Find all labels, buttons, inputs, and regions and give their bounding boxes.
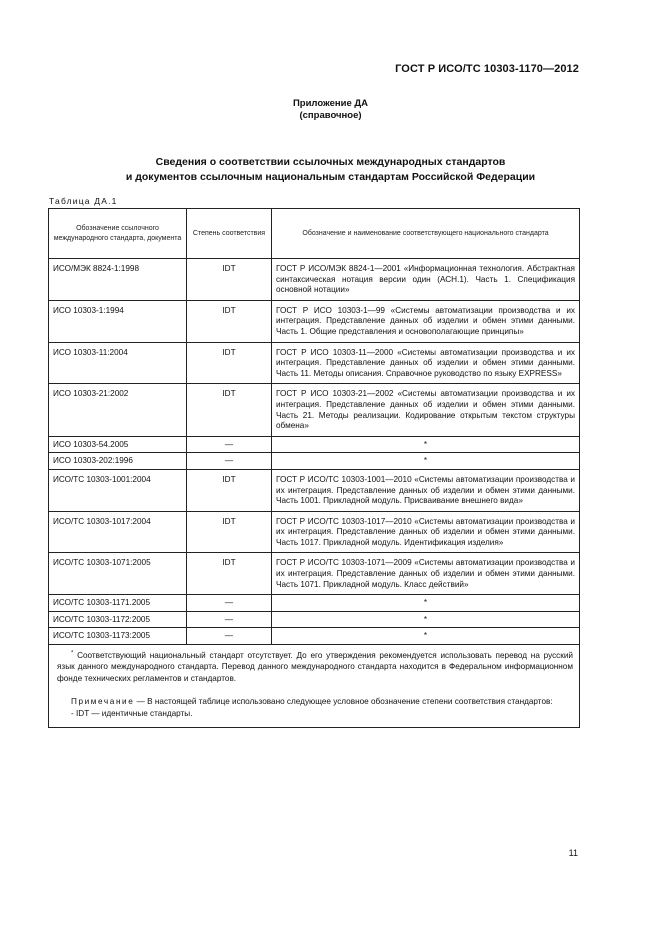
degree-cell: IDT	[187, 553, 272, 595]
reference-cell: ИСО 10303-1:1994	[49, 300, 187, 342]
degree-cell: IDT	[187, 342, 272, 384]
national-standard-cell: ГОСТ Р ИСО 10303-21—2002 «Системы автоматизации производства и их интеграция. Представление данных об изделии и обмен этими данными. Часть 21. Методы реализации. Кодирование открытым текстом структуры обмена»	[272, 384, 580, 436]
table-row	[49, 436, 580, 453]
footnote-mark: *	[71, 650, 74, 657]
reference-cell: ИСО 10303-21:2002	[49, 384, 187, 436]
degree-cell: —	[187, 628, 272, 645]
table-header-row	[49, 209, 580, 259]
column-header-degree: Степень соответствия	[187, 209, 272, 259]
footnote-text: Соответствующий национальный стандарт отсутствует. До его утверждения рекомендуется использовать перевод на русский язык данного международного стандарта. Перевод данного международного стандарта находится в Федеральном информационном фонде технических регламентов и стандартов.	[57, 651, 574, 683]
table-row	[49, 628, 580, 645]
degree-cell: —	[187, 453, 272, 470]
degree-cell: —	[187, 436, 272, 453]
degree-cell: —	[187, 611, 272, 628]
national-standard-cell: *	[272, 611, 580, 628]
table-caption: Таблица ДА.1	[49, 196, 118, 206]
column-header-national: Обозначение и наименование соответствующего национального стандарта	[272, 209, 580, 259]
table-row	[49, 453, 580, 470]
table-row	[49, 300, 580, 342]
reference-cell: ИСО 10303-11:2004	[49, 342, 187, 384]
annex-title: Приложение ДА	[292, 98, 369, 109]
table-row	[49, 511, 580, 553]
note-item: - IDT — идентичные стандарты.	[71, 708, 193, 718]
heading-line-1: Сведения о соответствии ссылочных международных стандартов	[155, 156, 506, 168]
national-standard-cell: ГОСТ Р ИСО 10303-11—2000 «Системы автоматизации производства и их интеграция. Представление данных об изделии и обмен этими данными. Часть 11. Методы описания. Справочное руководство по языку EXPRESS»	[272, 342, 580, 384]
footnote	[57, 650, 573, 684]
national-standard-cell: ГОСТ Р ИСО/ТС 10303-1071—2009 «Системы автоматизации производства и их интеграция. Представление данных об изделии и обмен этими данными. Часть 1071. Прикладной модуль. Класс действий»	[272, 553, 580, 595]
note	[57, 696, 573, 707]
annex-subtitle: (справочное)	[299, 110, 362, 121]
national-standard-cell: ГОСТ Р ИСО/ТС 10303-1001—2010 «Системы автоматизации производства и их интеграция. Представление данных об изделии и обмен этими данными. Часть 1001. Прикладной модуль. Присваивание внешнего вида»	[272, 469, 580, 511]
table-row	[49, 595, 580, 612]
document-code: ГОСТ Р ИСО/ТС 10303-1170—2012	[395, 63, 579, 75]
annex-title-block	[0, 98, 661, 122]
degree-cell: —	[187, 595, 272, 612]
national-standard-cell: ГОСТ Р ИСО/ТС 10303-1017—2010 «Системы автоматизации производства и их интеграция. Представление данных об изделии и обмен этими данными. Часть 1017. Прикладной модуль. Идентификация изделия»	[272, 511, 580, 553]
table-row	[49, 384, 580, 436]
national-standard-cell: *	[272, 436, 580, 453]
table-row	[49, 342, 580, 384]
correspondence-table	[48, 208, 580, 728]
degree-cell: IDT	[187, 300, 272, 342]
degree-cell: IDT	[187, 384, 272, 436]
national-standard-cell: *	[272, 628, 580, 645]
reference-cell: ИСО/ТС 10303-1172:2005	[49, 611, 187, 628]
reference-cell: ИСО/ТС 10303-1071:2005	[49, 553, 187, 595]
national-standard-cell: ГОСТ Р ИСО/МЭК 8824-1—2001 «Информационная технология. Абстрактная синтаксическая нотация версии один (АСН.1). Часть 1. Спецификация основной нотации»	[272, 259, 580, 301]
reference-cell: ИСО/ТС 10303-1173:2005	[49, 628, 187, 645]
section-heading	[0, 155, 661, 185]
table-row	[49, 553, 580, 595]
table-row	[49, 259, 580, 301]
table-row	[49, 469, 580, 511]
reference-cell: ИСО/ТС 10303-1171.2005	[49, 595, 187, 612]
national-standard-cell: *	[272, 595, 580, 612]
degree-cell: IDT	[187, 259, 272, 301]
reference-cell: ИСО 10303-54.2005	[49, 436, 187, 453]
reference-cell: ИСО/ТС 10303-1001:2004	[49, 469, 187, 511]
page-number: 11	[568, 848, 578, 858]
heading-line-2: и документов ссылочным национальным стандартам Российской Федерации	[125, 171, 536, 183]
note-text: — В настоящей таблице использовано следующее условное обозначение степени соответствия стандартов:	[136, 697, 553, 707]
table-row	[49, 611, 580, 628]
notes-row	[49, 645, 580, 728]
note-label: Примечание	[71, 697, 135, 707]
reference-cell: ИСО/МЭК 8824-1:1998	[49, 259, 187, 301]
degree-cell: IDT	[187, 511, 272, 553]
reference-cell: ИСО/ТС 10303-1017:2004	[49, 511, 187, 553]
notes-cell	[49, 645, 580, 728]
national-standard-cell: ГОСТ Р ИСО 10303-1—99 «Системы автоматизации производства и их интеграция. Представление данных об изделии и обмен этими данными. Часть 1. Общие представления и основополагающие принципы»	[272, 300, 580, 342]
column-header-reference: Обозначение ссылочного международного стандарта, документа	[49, 209, 187, 259]
degree-cell: IDT	[187, 469, 272, 511]
reference-cell: ИСО 10303-202:1996	[49, 453, 187, 470]
national-standard-cell: *	[272, 453, 580, 470]
